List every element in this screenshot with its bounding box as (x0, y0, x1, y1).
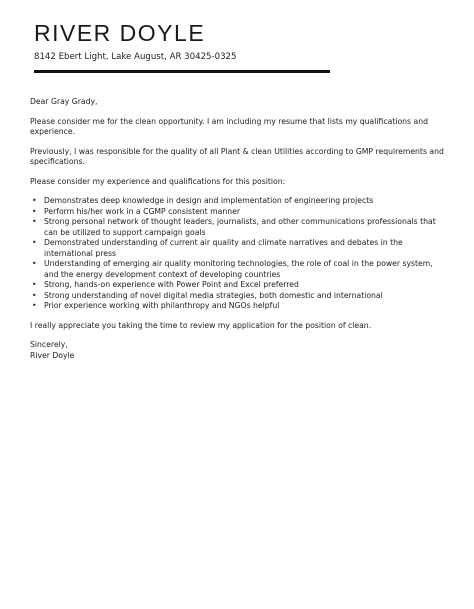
list-item: • Perform his/her work in a CGMP consistent manner (30, 207, 445, 218)
list-item: • Prior experience working with philanthropy and NGOs helpful (30, 301, 445, 312)
list-item: • Demonstrates deep knowledge in design and implementation of engineering projects (30, 196, 445, 207)
signoff: Sincerely, (30, 340, 68, 349)
paragraph-closing: I really appreciate you taking the time to review my application for the position of clean. (30, 320, 372, 330)
paragraph-previous-role: Previously, I was responsible for the quality of all Plant & clean Utilities according to GMP requirements and specifications. (30, 146, 444, 166)
list-item: • Strong understanding of novel digital media strategies, both domestic and international (30, 291, 445, 302)
letter-header (34, 20, 330, 73)
paragraph-intro: Please consider me for the clean opportunity. I am including my resume that lists my qualifications and experience. (30, 116, 428, 136)
applicant-address: 8142 Ebert Light, Lake August, AR 30425-0325 (34, 52, 237, 62)
list-item: • Demonstrated understanding of current air quality and climate narratives and debates in the international press (30, 238, 445, 259)
paragraph-qualifications-lead: Please consider my experience and qualifications for this position: (30, 176, 286, 186)
greeting: Dear Gray Grady, (30, 97, 98, 106)
list-item: • Strong, hands-on experience with Power Point and Excel preferred (30, 280, 445, 291)
applicant-name: RIVER DOYLE (34, 20, 206, 46)
qualifications-list (30, 196, 445, 312)
list-item: • Strong personal network of thought leaders, journalists, and other communications professionals that can be utilized to support campaign goals (30, 217, 445, 238)
signature-name: River Doyle (30, 350, 75, 360)
list-item: • Understanding of emerging air quality monitoring technologies, the role of coal in the power system, and the energy development context of developing countries (30, 259, 445, 280)
letter-body (30, 97, 445, 361)
header-divider (34, 70, 330, 73)
